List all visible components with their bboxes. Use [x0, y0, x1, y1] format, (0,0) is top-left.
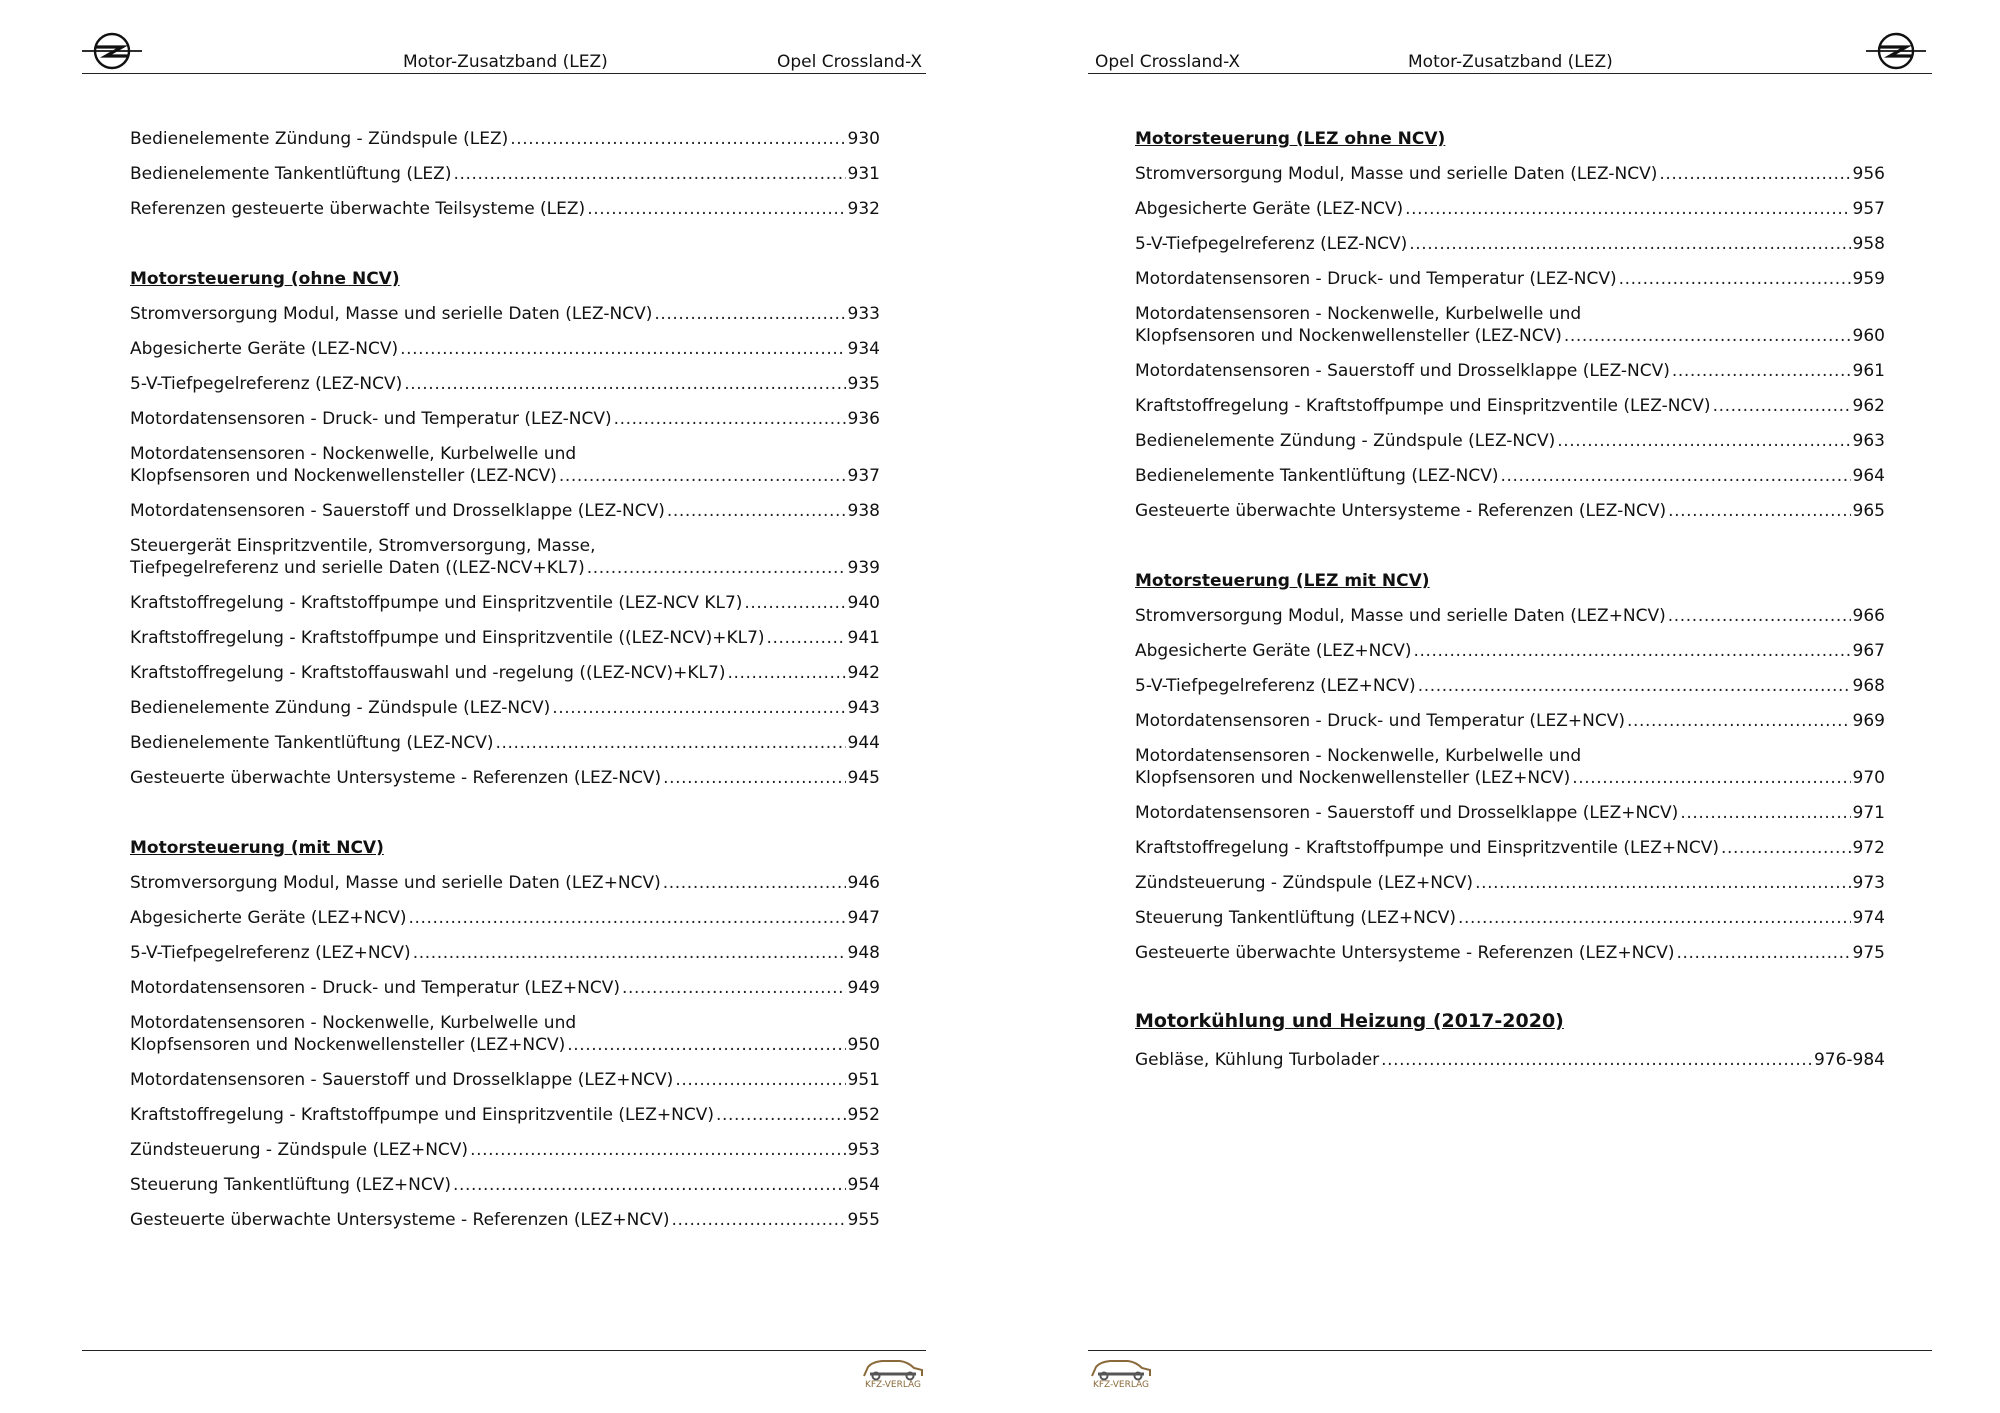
toc-entry-title: Steuerung Tankentlüftung (LEZ+NCV): [1135, 908, 1456, 928]
toc-page-number: 973: [1852, 873, 1885, 893]
toc-entry[interactable]: [130, 128, 880, 150]
toc-entry[interactable]: [130, 592, 880, 614]
toc-entry[interactable]: [1135, 268, 1885, 290]
toc-entry[interactable]: [1135, 430, 1885, 452]
dot-leader: [1668, 605, 1851, 627]
dot-leader: [1475, 872, 1850, 894]
header-chapter: Motor-Zusatzband (LEZ): [403, 52, 608, 72]
toc-page-number: 939: [847, 558, 880, 578]
toc-entry[interactable]: [130, 1104, 880, 1126]
toc-entry[interactable]: [1135, 360, 1885, 382]
car-silhouette-icon: [1088, 1352, 1154, 1382]
toc-page-number: 950: [847, 1035, 880, 1055]
toc-page-number: 972: [1852, 838, 1885, 858]
toc-entry[interactable]: [1135, 605, 1885, 627]
dot-leader: [470, 1139, 845, 1161]
toc-entry[interactable]: [130, 373, 880, 395]
toc-entry-title: Gebläse, Kühlung Turbolader: [1135, 1050, 1380, 1070]
toc-page-number: 934: [847, 339, 880, 359]
toc-page-number: 954: [847, 1175, 880, 1195]
dot-leader: [1405, 198, 1850, 220]
dot-leader: [654, 303, 845, 325]
toc-page-number: 947: [847, 908, 880, 928]
toc-page-number: 961: [1852, 361, 1885, 381]
dot-leader: [1418, 675, 1851, 697]
section-title: Motorkühlung und Heizung (2017-2020): [1135, 1010, 1564, 1032]
toc-entry[interactable]: [1135, 198, 1885, 220]
toc-entry[interactable]: [1135, 1049, 1885, 1071]
toc-entry-title: 5-V-Tiefpegelreferenz (LEZ-NCV): [1135, 234, 1408, 254]
toc-entry-title: Bedienelemente Zündung - Zündspule (LEZ): [130, 129, 509, 149]
dot-leader: [767, 627, 846, 649]
toc-entry-title: Referenzen gesteuerte überwachte Teilsysteme (LEZ): [130, 199, 586, 219]
toc-entry[interactable]: [1135, 872, 1885, 894]
dot-leader: [400, 338, 845, 360]
toc-entry-title: Kraftstoffregelung - Kraftstoffpumpe und Einspritzventile (LEZ+NCV): [130, 1105, 714, 1125]
dot-leader: [727, 662, 845, 684]
dot-leader: [1458, 907, 1851, 929]
toc-page-number: 930: [847, 129, 880, 149]
toc-page-number: 940: [847, 593, 880, 613]
toc-entry[interactable]: [130, 662, 880, 684]
dot-leader: [552, 697, 845, 719]
toc-page-number: 956: [1852, 164, 1885, 184]
header-model: Opel Crossland-X: [1095, 52, 1240, 72]
toc-entry-title: Kraftstoffregelung - Kraftstoffpumpe und Einspritzventile (LEZ-NCV): [1135, 396, 1711, 416]
toc-page-number: 965: [1852, 501, 1885, 521]
toc-page-number: 957: [1852, 199, 1885, 219]
toc-entry-title: Kraftstoffregelung - Kraftstoffpumpe und Einspritzventile (LEZ-NCV KL7): [130, 593, 743, 613]
header-chapter: Motor-Zusatzband (LEZ): [1408, 52, 1613, 72]
toc-page-number: 955: [847, 1210, 880, 1230]
toc-entry[interactable]: [130, 443, 880, 487]
toc-entry[interactable]: [1135, 233, 1885, 255]
toc-page-number: 971: [1852, 803, 1885, 823]
kfz-verlag-logo: KFZ-VERLAG: [1088, 1352, 1154, 1394]
footer-rule: [82, 1350, 926, 1351]
right-page: [1000, 0, 2000, 1413]
dot-leader: [587, 557, 846, 579]
dot-leader: [1721, 837, 1851, 859]
toc-entry[interactable]: [130, 163, 880, 185]
toc-entry-title: Klopfsensoren und Nockenwellensteller (LEZ+NCV): [130, 1035, 566, 1055]
dot-leader: [404, 373, 845, 395]
header-rule: [82, 73, 926, 74]
toc-entry-title: Abgesicherte Geräte (LEZ+NCV): [130, 908, 407, 928]
toc-entry-title: 5-V-Tiefpegelreferenz (LEZ+NCV): [1135, 676, 1416, 696]
toc-entry-title: Motordatensensoren - Sauerstoff und Drosselklappe (LEZ+NCV): [130, 1070, 674, 1090]
section-title: Motorsteuerung (LEZ mit NCV): [1135, 571, 1430, 591]
toc-entry-title: Gesteuerte überwachte Untersysteme - Referenzen (LEZ-NCV): [1135, 501, 1667, 521]
toc-entry[interactable]: [1135, 745, 1885, 789]
footer-rule: [1088, 1350, 1932, 1351]
toc-entry-title: Abgesicherte Geräte (LEZ-NCV): [130, 339, 399, 359]
toc-entry[interactable]: [130, 627, 880, 649]
dot-leader: [1414, 640, 1851, 662]
dot-leader: [1409, 233, 1850, 255]
toc-entry-title: Motordatensensoren - Sauerstoff und Drosselklappe (LEZ+NCV): [1135, 803, 1679, 823]
toc-entry-title: Abgesicherte Geräte (LEZ+NCV): [1135, 641, 1412, 661]
toc-page-number: 958: [1852, 234, 1885, 254]
toc-entry[interactable]: [1135, 942, 1885, 964]
opel-logo-icon: [1866, 30, 1926, 72]
toc-entry-title: Abgesicherte Geräte (LEZ-NCV): [1135, 199, 1404, 219]
dot-leader: [671, 1209, 845, 1231]
toc-entry-title: Bedienelemente Tankentlüftung (LEZ-NCV): [130, 733, 494, 753]
toc-entry[interactable]: [1135, 500, 1885, 522]
toc-entry[interactable]: [130, 942, 880, 964]
toc-entry-title: Gesteuerte überwachte Untersysteme - Referenzen (LEZ+NCV): [1135, 943, 1675, 963]
toc-entry[interactable]: [130, 303, 880, 325]
toc-entry-title: Bedienelemente Zündung - Zündspule (LEZ-NCV): [130, 698, 551, 718]
toc-entry-title-line: Motordatensensoren - Nockenwelle, Kurbelwelle und: [130, 1013, 577, 1033]
dot-leader: [1557, 430, 1850, 452]
toc-page-number: 960: [1852, 326, 1885, 346]
dot-leader: [1713, 395, 1851, 417]
toc-page-number: 938: [847, 501, 880, 521]
dot-leader: [409, 907, 846, 929]
toc-entry-title: Stromversorgung Modul, Masse und serielle Daten (LEZ-NCV): [130, 304, 653, 324]
toc-entry-title: Bedienelemente Zündung - Zündspule (LEZ-NCV): [1135, 431, 1556, 451]
toc-entry-title: Motordatensensoren - Sauerstoff und Drosselklappe (LEZ-NCV): [130, 501, 665, 521]
toc-entry[interactable]: [130, 500, 880, 522]
toc-entry[interactable]: [1135, 395, 1885, 417]
toc-page-number: 943: [847, 698, 880, 718]
toc-page-number: 959: [1852, 269, 1885, 289]
dot-leader: [559, 465, 846, 487]
dot-leader: [614, 408, 846, 430]
toc-entry[interactable]: [130, 907, 880, 929]
toc-entry[interactable]: [130, 977, 880, 999]
car-silhouette-icon: [860, 1352, 926, 1382]
toc-entry-title: Bedienelemente Tankentlüftung (LEZ-NCV): [1135, 466, 1499, 486]
toc-page-number: 966: [1852, 606, 1885, 626]
toc-page-number: 968: [1852, 676, 1885, 696]
toc-entry-title: Kraftstoffregelung - Kraftstoffauswahl und -regelung ((LEZ-NCV)+KL7): [130, 663, 726, 683]
toc-page-number: 936: [847, 409, 880, 429]
toc-entry[interactable]: [1135, 710, 1885, 732]
dot-leader: [496, 732, 846, 754]
toc-entry[interactable]: [1135, 837, 1885, 859]
toc-entry-title-line: Motordatensensoren - Nockenwelle, Kurbelwelle und: [1135, 304, 1582, 324]
toc-entry-title: Tiefpegelreferenz und serielle Daten ((LEZ-NCV+KL7): [130, 558, 585, 578]
toc-entry[interactable]: [130, 872, 880, 894]
toc-entry[interactable]: [1135, 675, 1885, 697]
toc-entry-title-line: Motordatensensoren - Nockenwelle, Kurbelwelle und: [130, 444, 577, 464]
toc-entry-title: Bedienelemente Tankentlüftung (LEZ): [130, 164, 452, 184]
section-title: Motorsteuerung (LEZ ohne NCV): [1135, 129, 1446, 149]
toc-entry-title: Stromversorgung Modul, Masse und serielle Daten (LEZ-NCV): [1135, 164, 1658, 184]
dot-leader: [663, 767, 845, 789]
toc-page-number: 953: [847, 1140, 880, 1160]
dot-leader: [744, 592, 845, 614]
toc-entry-title: Gesteuerte überwachte Untersysteme - Referenzen (LEZ-NCV): [130, 768, 662, 788]
dot-leader: [1572, 767, 1850, 789]
toc-page-number: 964: [1852, 466, 1885, 486]
header-rule: [1088, 73, 1932, 74]
toc-page-number: 933: [847, 304, 880, 324]
toc-entry-title: Klopfsensoren und Nockenwellensteller (LEZ-NCV): [1135, 326, 1562, 346]
toc-page-number: 963: [1852, 431, 1885, 451]
dot-leader: [453, 163, 845, 185]
dot-leader: [1564, 325, 1851, 347]
dot-leader: [1381, 1049, 1812, 1071]
toc-entry-title-line: Steuergerät Einspritzventile, Stromversorgung, Masse,: [130, 536, 596, 556]
toc-entry-title: Motordatensensoren - Druck- und Temperatur (LEZ+NCV): [130, 978, 620, 998]
toc-page-number: 975: [1852, 943, 1885, 963]
dot-leader: [1672, 360, 1851, 382]
toc-entry[interactable]: [1135, 303, 1885, 347]
toc-entry-title: Motordatensensoren - Sauerstoff und Drosselklappe (LEZ-NCV): [1135, 361, 1670, 381]
dot-leader: [510, 128, 845, 150]
dot-leader: [587, 198, 845, 220]
dot-leader: [1501, 465, 1851, 487]
toc-entry-title: Kraftstoffregelung - Kraftstoffpumpe und Einspritzventile ((LEZ-NCV)+KL7): [130, 628, 765, 648]
section-title: Motorsteuerung (ohne NCV): [130, 269, 400, 289]
dot-leader: [663, 872, 846, 894]
toc-entry[interactable]: [1135, 465, 1885, 487]
dot-leader: [1627, 710, 1851, 732]
toc-entry-title: Stromversorgung Modul, Masse und serielle Daten (LEZ+NCV): [1135, 606, 1666, 626]
dot-leader: [1680, 802, 1850, 824]
header-model: Opel Crossland-X: [777, 52, 922, 72]
toc-page-number: 945: [847, 768, 880, 788]
toc-entry-title: Klopfsensoren und Nockenwellensteller (LEZ-NCV): [130, 466, 557, 486]
toc-entry[interactable]: [1135, 802, 1885, 824]
toc-page-number: 969: [1852, 711, 1885, 731]
toc-entry[interactable]: [130, 1012, 880, 1056]
kfz-verlag-logo: KFZ-VERLAG: [860, 1352, 926, 1394]
toc-entry-title: Motordatensensoren - Druck- und Temperatur (LEZ-NCV): [130, 409, 612, 429]
dot-leader: [1619, 268, 1851, 290]
toc-page-number: 948: [847, 943, 880, 963]
toc-page-number: 951: [847, 1070, 880, 1090]
dot-leader: [622, 977, 846, 999]
section-title: Motorsteuerung (mit NCV): [130, 838, 384, 858]
toc-entry-title: Kraftstoffregelung - Kraftstoffpumpe und Einspritzventile (LEZ+NCV): [1135, 838, 1719, 858]
toc-entry[interactable]: [130, 767, 880, 789]
dot-leader: [667, 500, 846, 522]
toc-entry[interactable]: [1135, 907, 1885, 929]
dot-leader: [1676, 942, 1850, 964]
toc-entry-title-line: Motordatensensoren - Nockenwelle, Kurbelwelle und: [1135, 746, 1582, 766]
dot-leader: [716, 1104, 846, 1126]
toc-page-number: 974: [1852, 908, 1885, 928]
toc-page-number: 970: [1852, 768, 1885, 788]
dot-leader: [1659, 163, 1850, 185]
toc-page-number: 949: [847, 978, 880, 998]
opel-logo-icon: [82, 30, 142, 72]
toc-entry-title: Motordatensensoren - Druck- und Temperatur (LEZ-NCV): [1135, 269, 1617, 289]
toc-page-number: 932: [847, 199, 880, 219]
toc-entry-title: Gesteuerte überwachte Untersysteme - Referenzen (LEZ+NCV): [130, 1210, 670, 1230]
toc-page-number: 937: [847, 466, 880, 486]
toc-page-number: 942: [847, 663, 880, 683]
toc-page-number: 976-984: [1813, 1050, 1885, 1070]
toc-entry[interactable]: [130, 1209, 880, 1231]
toc-entry[interactable]: [130, 1174, 880, 1196]
dot-leader: [567, 1034, 845, 1056]
toc-entry-title: Steuerung Tankentlüftung (LEZ+NCV): [130, 1175, 451, 1195]
dot-leader: [413, 942, 846, 964]
toc-entry[interactable]: [130, 1069, 880, 1091]
toc-page-number: 944: [847, 733, 880, 753]
toc-entry[interactable]: [130, 732, 880, 754]
toc-entry[interactable]: [130, 1139, 880, 1161]
toc-page-number: 967: [1852, 641, 1885, 661]
toc-entry-title: 5-V-Tiefpegelreferenz (LEZ-NCV): [130, 374, 403, 394]
toc-entry[interactable]: [130, 338, 880, 360]
dot-leader: [675, 1069, 845, 1091]
toc-page-number: 935: [847, 374, 880, 394]
dot-leader: [453, 1174, 846, 1196]
toc-page-number: 952: [847, 1105, 880, 1125]
toc-entry[interactable]: [1135, 163, 1885, 185]
toc-entry[interactable]: [1135, 640, 1885, 662]
toc-entry[interactable]: [130, 408, 880, 430]
toc-entry-title: Motordatensensoren - Druck- und Temperatur (LEZ+NCV): [1135, 711, 1625, 731]
toc-entry[interactable]: [130, 697, 880, 719]
toc-entry-title: 5-V-Tiefpegelreferenz (LEZ+NCV): [130, 943, 411, 963]
toc-entry-title: Stromversorgung Modul, Masse und serielle Daten (LEZ+NCV): [130, 873, 661, 893]
toc-entry[interactable]: [130, 535, 880, 579]
toc-page-number: 941: [847, 628, 880, 648]
toc-entry-title: Klopfsensoren und Nockenwellensteller (LEZ+NCV): [1135, 768, 1571, 788]
toc-entry[interactable]: [130, 198, 880, 220]
toc-page-number: 962: [1852, 396, 1885, 416]
toc-entry-title: Zündsteuerung - Zündspule (LEZ+NCV): [130, 1140, 469, 1160]
dot-leader: [1668, 500, 1850, 522]
toc-page-number: 931: [847, 164, 880, 184]
toc-entry-title: Zündsteuerung - Zündspule (LEZ+NCV): [1135, 873, 1474, 893]
toc-page-number: 946: [847, 873, 880, 893]
